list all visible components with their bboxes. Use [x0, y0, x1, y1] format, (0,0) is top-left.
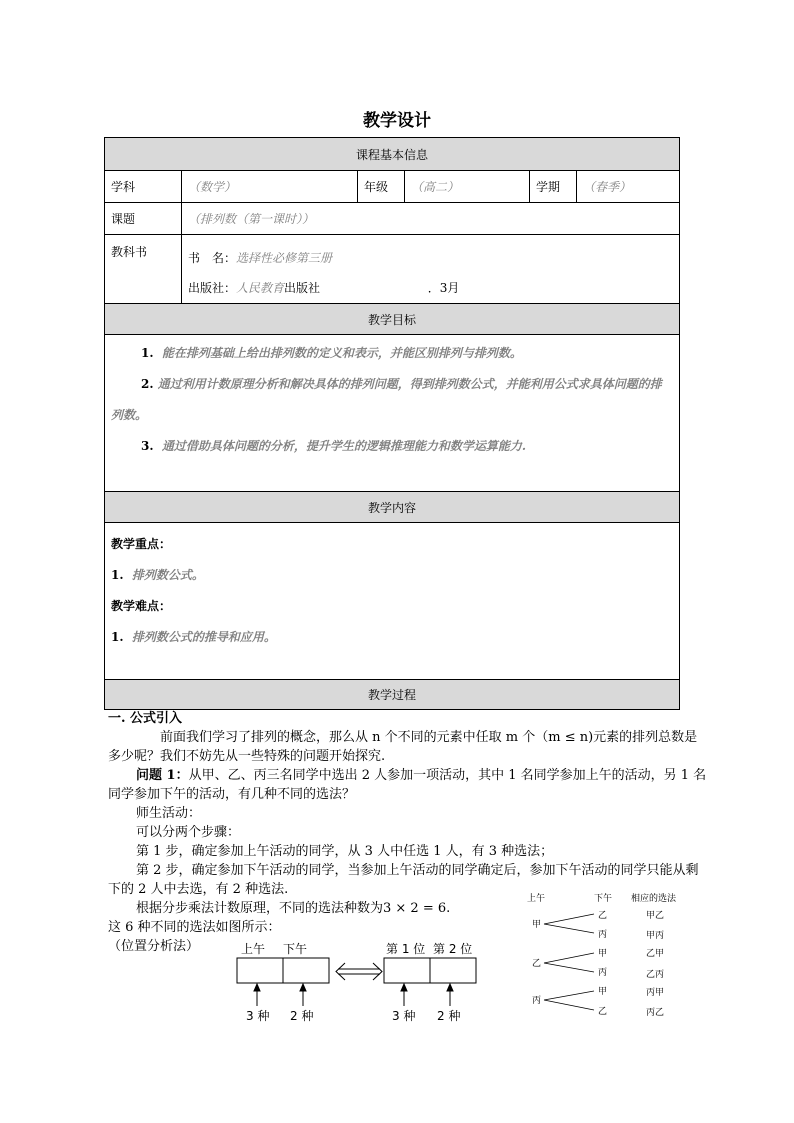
tree-result: 甲丙: [646, 931, 665, 941]
tree-branch: 丙: [598, 930, 608, 940]
problem-label: 问题 1：: [136, 768, 189, 783]
grade-value: （高二）: [405, 171, 530, 203]
term-label: 学期: [530, 171, 577, 203]
textbook-info: [182, 235, 680, 304]
publication-date: ．3月: [427, 281, 460, 295]
book-name-line: [188, 243, 673, 273]
book-name-value: 选择性必修第三册: [236, 251, 333, 265]
content-body: [105, 523, 680, 680]
process-header: 教学过程: [105, 680, 680, 710]
up-arrow-icon: [254, 984, 453, 1006]
grade-label: 年级: [358, 171, 405, 203]
subject-label: 学科: [105, 171, 182, 203]
tree-branch: 丙: [598, 968, 608, 978]
tree-root: 丙: [532, 996, 542, 1006]
diagram-right-label: 第 2 位: [433, 942, 473, 956]
difficult-point-item: 1. 排列数公式的推导和应用。: [111, 630, 276, 644]
diagram-left-label: 下午: [283, 942, 308, 956]
objective-item: 1. 能在排列基础上给出排列数的定义和表示，并能区别排列与排列数。: [141, 346, 522, 360]
subject-value: （数学）: [182, 171, 358, 203]
intro-paragraph: 前面我们学习了排列的概念，那么从 n 个不同的元素中任取 m 个（m ≤ n)元素的排列总数是多少呢？我们不妨先从一些特殊的问题开始探究.: [108, 730, 698, 764]
content-header: 教学内容: [105, 492, 680, 523]
key-points-label: 教学重点：: [111, 537, 172, 551]
publisher-value: 人民教育: [236, 281, 285, 295]
count-label: 3 种: [246, 1009, 270, 1023]
tree-header: 相应的选法: [631, 894, 677, 904]
problem-paragraph: [108, 766, 708, 804]
tree-header: 下午: [594, 894, 613, 904]
publisher-line: [188, 273, 673, 303]
count-label: 2 种: [437, 1009, 461, 1023]
position-diagram: [230, 940, 490, 1025]
objective-item: 3. 通过借助具体问题的分析，提升学生的逻辑推理能力和数学运算能力.: [141, 439, 527, 453]
tree-root: 甲: [532, 920, 542, 930]
tree-branch: 乙: [598, 911, 608, 921]
step-2: 第 2 步，确定参加下午活动的同学，当参加上午活动的同学确定后，参加下午活动的同学只能从剩下的 2 人中去选，有 2 种选法.: [108, 863, 699, 897]
section-title: 一. 公式引入: [108, 711, 183, 726]
difficult-points-label: 教学难点：: [111, 599, 172, 613]
textbook-label: 教科书: [105, 235, 182, 304]
count-label: 3 种: [392, 1009, 416, 1023]
tree-branch: 甲: [598, 987, 608, 997]
diagram-right-label: 第 1 位: [386, 942, 426, 956]
double-arrow-icon: [336, 963, 382, 980]
tree-result: 甲乙: [646, 911, 665, 921]
term-value: （春季）: [577, 171, 680, 203]
tree-result: 乙甲: [646, 949, 665, 959]
method-label: （位置分析法）: [108, 939, 200, 954]
count-label: 2 种: [290, 1009, 314, 1023]
key-point-item: 1. 排列数公式。: [111, 568, 204, 582]
publisher-suffix: 出版社: [284, 281, 321, 295]
lesson-plan-table: [104, 137, 680, 710]
principle-sentence: 根据分步乘法计数原理，不同的选法种数为3 × 2 = 6.: [136, 901, 451, 916]
tree-result: 丙乙: [646, 1008, 665, 1018]
steps-intro: 可以分两个步骤：: [136, 825, 241, 840]
step-1: 第 1 步，确定参加上午活动的同学，从 3 人中任选 1 人，有 3 种选法；: [136, 844, 554, 859]
activity-label: 师生活动：: [136, 806, 202, 821]
problem-text: 从甲、乙、丙三名同学中选出 2 人参加一项活动，其中 1 名同学参加上午的活动，另 1 名同学参加下午的活动，有几种不同的选法？: [108, 768, 707, 802]
tree-header: 上午: [527, 894, 546, 904]
book-name-label: 书 名：: [188, 251, 237, 265]
tree-result: 丙甲: [646, 988, 665, 998]
basic-info-header: 课程基本信息: [105, 138, 680, 171]
diagram-left-label: 上午: [241, 942, 266, 956]
publisher-label: 出版社：: [188, 281, 237, 295]
objectives-body: [105, 335, 680, 492]
topic-value: （排列数（第一课时））: [182, 203, 680, 235]
tree-branch: 乙: [598, 1007, 608, 1017]
document-title: 教学设计: [363, 111, 431, 131]
shown-sentence: 这 6 种不同的选法如图所示：: [108, 920, 281, 935]
tree-result: 乙丙: [646, 970, 665, 980]
tree-branch: 甲: [598, 949, 608, 959]
objective-item: 2. 通过利用计数原理分析和解决具体的排列问题，得到排列数公式，并能利用公式求具体问题的排列数。: [111, 377, 662, 422]
tree-root: 乙: [532, 959, 542, 969]
objectives-header: 教学目标: [105, 304, 680, 335]
tree-diagram: [520, 888, 685, 1023]
topic-label: 课题: [105, 203, 182, 235]
